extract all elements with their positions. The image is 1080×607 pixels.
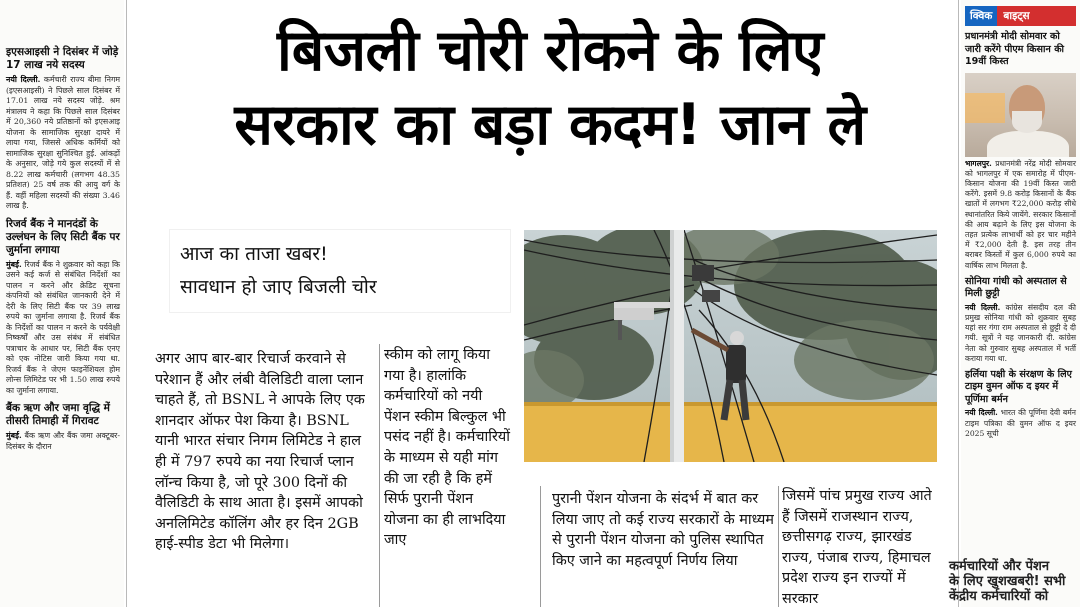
headline-line-2: सरकार का बड़ा कदम! जान ले	[234, 92, 866, 158]
column-divider-3	[778, 486, 779, 607]
main-headline	[150, 14, 950, 162]
subhead-box	[170, 230, 510, 312]
article-column-3: पुरानी पेंशन योजना के संदर्भ में बात कर लिया जाए तो कई राज्य सरकारों के माध्यम से पुरानी पेंशन योजना को पुलिस स्थापित किए जाने का महत्वपूर्ण निर्णय लिया	[552, 491, 774, 569]
right-news-column	[961, 0, 1080, 607]
right-item-1-body	[965, 159, 1076, 271]
right-item-2-headline: सोनिया गांधी को अस्पताल से मिली छुट्टी	[965, 275, 1067, 300]
news-photo-utility-pole	[524, 230, 937, 462]
right-item-3-headline: हर्लिया पक्षी के संरक्षण के लिए टाइम वुमन ऑफ द इयर में पूर्णिमा बर्मन	[965, 368, 1072, 405]
figure-beard-shape	[1012, 111, 1042, 133]
left-column-rule	[126, 0, 127, 607]
right-item-1-text: प्रधानमंत्री नरेंद्र मोदी सोमवार को भागलपुर में एक समारोह में पीएम-किसान योजना की 19वीं किस्त जारी करेंगे. इसमें 9.8 करोड़ किसानों के बैंक खातों में लगभग ₹22,000 करोड़ सीधे स्थानांतरित किये जायेंगे. सरकार किसानों की आय बढ़ाने के लिए इस योजना के तहत प्रत्येक लाभार्थी को हर चार महीने में ₹2,000 देती है. इस तरह तीन बराबर किस्तों में कुल 6,000 रुपये का वार्षिक लाभ मिलता है.	[965, 158, 1076, 270]
right-item-3-body	[965, 408, 1076, 439]
left-item-3-text: बैंक ऋण और बैंक जमा अक्टूबर-दिसंबर के दौरान	[6, 431, 120, 451]
column-divider-2	[540, 486, 541, 607]
figure-body-shape	[987, 131, 1069, 157]
pm-photo	[965, 73, 1076, 157]
overlay-line-2: के लिए खुशखबरी! सभी	[949, 574, 1066, 589]
right-item-1-headline: प्रधानमंत्री मोदी सोमवार को जारी करेंगे पीएम किसान की 19वीं किस्त	[965, 31, 1065, 67]
right-item-3-text: भारत की पूर्णिमा देवी बर्मन टाइम पत्रिका की वुमन ऑफ द इयर 2025 सूची	[965, 408, 1076, 438]
quick-bites-label-b: बाइट्स	[997, 6, 1076, 26]
left-item-2-headline: रिजर्व बैंक ने मानदंडों के उल्लंघन के लिए सिटी बैंक पर जुर्माना लगाया	[6, 217, 120, 256]
utility-pole-illustration	[524, 230, 937, 462]
left-item-3-body	[6, 431, 120, 452]
article-column-1: अगर आप बार-बार रिचार्ज करवाने से परेशान हैं और लंबी वैलिडिटी वाला प्लान चाहते हैं, तो BSNL ने आपके लिए एक शानदार ऑफर पेश किया है। BSNL यानी भारत संचार निगम लिमिटेड ने हाल ही में 797 रुपये का नया रिचार्ज प्लान लॉन्च किया है, जो पूरे 300 दिनों की वैलिडिटी के साथ आता है। इसमें आपको अनलिमिटेड कॉलिंग और हर दिन 2GB हाई-स्पीड डेटा भी मिलेगा।	[155, 351, 365, 553]
overlay-line-3: केंद्रीय कर्मचारियों को	[949, 589, 1049, 604]
left-item-1-headline: इएसआइसी ने दिसंबर में जोड़े 17 लाख नये सदस्य	[6, 46, 119, 71]
right-column-rule	[958, 0, 959, 607]
right-item-2-dateline: नयी दिल्ली.	[965, 302, 1001, 312]
right-item-2-body	[965, 303, 1076, 364]
left-item-3-dateline: मुंबई.	[6, 431, 22, 440]
right-item-2-text: कांग्रेस संसदीय दल की प्रमुख सोनिया गांधी को शुक्रवार सुबह यहां सर गंगा राम अस्पताल से छुट्टी दे दी गयी. सूत्रों ने यह जानकारी दी. कांग्रेस नेता को गुरुवार सुबह अस्पताल में भर्ती कराया गया था.	[965, 302, 1077, 363]
article-column-2: स्कीम को लागू किया गया है। हालांकि कर्मचारियों को नयी पेंशन स्कीम बिल्कुल भी पसंद नहीं है। कर्मचारियों के माध्यम से यही मांग की जा रही है कि हमें सिर्फ पुरानी पेंशन योजना का ही लाभदिया जाए	[384, 347, 510, 549]
headline-line-1: बिजली चोरी रोकने के लिए	[276, 18, 824, 84]
left-item-2-text: रिजर्व बैंक ने शुक्रवार को कहा कि उसने कई कर्ज से संबंधित निर्देशों का पालन न करने और क्रेडिट सूचना कंपनियों को संबंधित जानकारी देने में देरी के लिए सिटी बैंक पर 39 लाख रुपये का जुर्माना लगाया है. रिजर्व बैंक के निर्देशों का पालन न करने के पर्यवेक्षी निष्कर्षों और उस संबंध में संबंधित पत्राचार के आधार पर, सिटी बैंक एनए को एक नोटिस जारी किया गया था. रिजर्व बैंक ने जेएम फाइनेंशियल होम लोन्स लिमिटेड पर भी 1.50 लाख रुपये का जुर्माना लगाया.	[6, 259, 120, 395]
left-item-3-headline: बैंक ऋण और जमा वृद्धि में तीसरी तिमाही में गिरावट	[6, 402, 110, 427]
subhead-line-1: आज का ताजा खबर!	[180, 243, 328, 265]
left-news-column	[0, 0, 124, 607]
right-item-1-dateline: भागलपुर.	[965, 158, 992, 168]
left-item-2-body	[6, 260, 120, 397]
subhead-line-2: सावधान हो जाए बिजली चोर	[180, 276, 377, 298]
left-item-1-dateline: नयी दिल्ली.	[6, 75, 41, 84]
left-item-1-body	[6, 75, 120, 212]
left-item-2-dateline: मुंबई.	[6, 259, 22, 269]
quick-bites-header	[965, 6, 1076, 26]
right-item-3-dateline: नयी दिल्ली.	[965, 408, 998, 418]
column-divider-1	[379, 344, 380, 607]
banner-shape	[965, 93, 1005, 123]
overlay-line-1: कर्मचारियों और पेंशन	[949, 559, 1050, 574]
article-column-4: जिसमें पांच प्रमुख राज्य आते हैं जिसमें राजस्थान राज्य, छत्तीसगढ़ राज्य, झारखंड राज्य, पंजाब राज्य, हिमाचल प्रदेश राज्य इन राज्यों में सरकार	[782, 488, 932, 607]
left-item-1-text: कर्मचारी राज्य बीमा निगम (इएसआइसी) ने पिछले साल दिसंबर में 17.01 लाख नये सदस्य जोड़े. श्रम मंत्रालय ने कहा कि पिछले साल दिसंबर में 20,360 नये प्रतिष्ठानों को इएसआइ योजना के सामाजिक सुरक्षा दायरे में लाया गया, जिससे अधिक कर्मियों को सामाजिक सुरक्षा सुनिश्चित हुई. आंकड़ों के अनुसार, जोड़े गये कुल सदस्यों में से 8.22 लाख कर्मचारी (लगभग 48.35 प्रतिशत) 25 वर्ष तक की आयु वर्ग के हैं. वहीं महिला सदस्यों की संख्या 3.46 लाख है.	[6, 75, 120, 210]
quick-bites-label-a: क्विक	[965, 6, 997, 26]
